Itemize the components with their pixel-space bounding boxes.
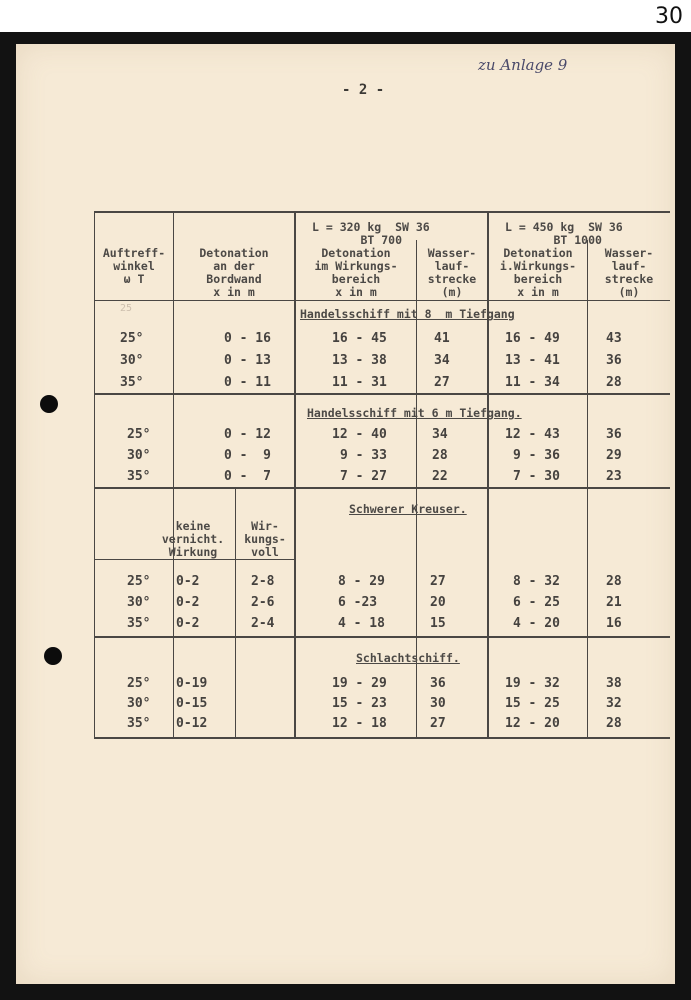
header-bomb2-detonation: Detonation i.Wirkungs- bereich x in m — [499, 246, 577, 299]
table-cell: 16 - 45 — [332, 331, 387, 346]
table-cell: 41 — [434, 331, 450, 346]
table-cell: 6 -23 — [338, 595, 378, 610]
table-cell: 0-2 — [176, 616, 200, 631]
table-cell: 30° — [127, 448, 151, 463]
table-rule — [587, 240, 588, 738]
header-bomb1-detonation: Detonation im Wirkungs- bereich x in m — [314, 246, 398, 299]
table-cell: 11 - 31 — [332, 375, 387, 390]
table-cell: 11 - 34 — [505, 375, 560, 390]
table-cell: 38 — [606, 676, 622, 691]
table-cell: 0 - 9 — [224, 448, 271, 463]
table-cell: 35° — [127, 716, 151, 731]
header-bomb1-title: L = 320 kg SW 36 BT 700 — [312, 220, 430, 247]
table-rule — [487, 211, 489, 738]
handwritten-note: zu Anlage 9 — [478, 56, 568, 74]
table-cell: 8 - 32 — [513, 574, 560, 589]
header-bomb2-water: Wasser- lauf- strecke (m) — [604, 246, 654, 299]
table-cell: 25° — [127, 676, 151, 691]
table-rule — [294, 211, 296, 738]
table-cell: 13 - 38 — [332, 353, 387, 368]
table-cell: 0 - 11 — [224, 375, 271, 390]
table-cell: 12 - 40 — [332, 427, 387, 442]
table-cell: 25° — [127, 574, 151, 589]
table-cell: 28 — [606, 375, 622, 390]
table-cell: 36 — [430, 676, 446, 691]
table-cell: 12 - 43 — [505, 427, 560, 442]
table-cell: 0-12 — [176, 716, 208, 731]
table-cell: 23 — [606, 469, 622, 484]
table-cell: 2-4 — [251, 616, 275, 631]
table-cell: 0-15 — [176, 696, 208, 711]
table-cell: 29 — [606, 448, 622, 463]
table-rule — [94, 636, 670, 638]
header-bomb1-water: Wasser- lauf- strecke (m) — [427, 246, 477, 299]
sub-header-effective: Wir- kungs- voll — [244, 519, 286, 559]
table-cell: 15 - 25 — [505, 696, 560, 711]
table-cell: 0 - 16 — [224, 331, 271, 346]
table-rule — [94, 559, 294, 560]
table-cell: 15 - 23 — [332, 696, 387, 711]
table-cell: 2-8 — [251, 574, 275, 589]
table-cell: 35° — [120, 375, 144, 390]
table-cell: 9 - 36 — [513, 448, 560, 463]
table-cell: 35° — [127, 469, 151, 484]
table-cell: 34 — [432, 427, 448, 442]
table-cell: 36 — [606, 353, 622, 368]
table-cell: 20 — [430, 595, 446, 610]
punch-hole — [44, 647, 62, 665]
table-cell: 16 — [606, 616, 622, 631]
punch-hole — [40, 395, 58, 413]
table-cell: 8 - 29 — [338, 574, 385, 589]
table-cell: 28 — [432, 448, 448, 463]
section-title: Schlachtschiff. — [356, 651, 460, 665]
table-cell: 34 — [434, 353, 450, 368]
table-cell: 15 — [430, 616, 446, 631]
table-rule — [94, 487, 670, 489]
table-cell: 13 - 41 — [505, 353, 560, 368]
table-cell: 30 — [430, 696, 446, 711]
table-cell: 25° — [120, 331, 144, 346]
table-cell: 12 - 18 — [332, 716, 387, 731]
table-cell: 9 - 33 — [340, 448, 387, 463]
page-marker: - 2 - — [342, 82, 385, 98]
table-cell: 16 - 49 — [505, 331, 560, 346]
table-rule — [94, 211, 670, 213]
table-cell: 43 — [606, 331, 622, 346]
table-cell: 0 - 7 — [224, 469, 271, 484]
table-cell: 0-19 — [176, 676, 208, 691]
table-cell: 30° — [127, 595, 151, 610]
table-cell: 21 — [606, 595, 622, 610]
table-cell: 28 — [606, 716, 622, 731]
table-cell: 27 — [430, 574, 446, 589]
table-cell: 30° — [120, 353, 144, 368]
header-bomb2-title: L = 450 kg SW 36 BT 1000 — [505, 220, 623, 247]
table-cell: 22 — [432, 469, 448, 484]
table-cell: 7 - 30 — [513, 469, 560, 484]
table-cell: 28 — [606, 574, 622, 589]
document-page — [16, 44, 675, 984]
section-title: Handelsschiff mit 6 m Tiefgang. — [307, 406, 522, 420]
table-cell: 4 - 18 — [338, 616, 385, 631]
section-title: Handelsschiff mit 8 m Tiefgang — [300, 307, 515, 321]
stray-mark: 25 — [120, 303, 133, 314]
table-cell: 0-2 — [176, 595, 200, 610]
table-cell: 36 — [606, 427, 622, 442]
header-detonation-wall: Detonation an der Bordwand x in m — [199, 246, 269, 299]
table-cell: 27 — [430, 716, 446, 731]
section-title: Schwerer Kreuser. — [349, 502, 467, 516]
table-rule — [235, 487, 236, 738]
table-cell: 6 - 25 — [513, 595, 560, 610]
table-rule — [94, 737, 670, 739]
table-rule — [94, 211, 95, 738]
table-rule — [94, 300, 670, 301]
table-cell: 0 - 13 — [224, 353, 271, 368]
table-cell: 4 - 20 — [513, 616, 560, 631]
header-angle: Auftreff- winkel ω T — [102, 246, 166, 286]
table-cell: 0 - 12 — [224, 427, 271, 442]
table-cell: 19 - 32 — [505, 676, 560, 691]
table-cell: 12 - 20 — [505, 716, 560, 731]
table-rule — [94, 393, 670, 395]
table-cell: 25° — [127, 427, 151, 442]
table-cell: 2-6 — [251, 595, 275, 610]
table-cell: 35° — [127, 616, 151, 631]
table-cell: 27 — [434, 375, 450, 390]
table-cell: 32 — [606, 696, 622, 711]
table-cell: 7 - 27 — [340, 469, 387, 484]
scan-page-number: 30 — [655, 4, 683, 29]
table-cell: 0-2 — [176, 574, 200, 589]
table-rule — [173, 211, 174, 738]
table-cell: 30° — [127, 696, 151, 711]
sub-header-no-effect: keine vernicht. Wirkung — [161, 519, 225, 559]
table-cell: 19 - 29 — [332, 676, 387, 691]
